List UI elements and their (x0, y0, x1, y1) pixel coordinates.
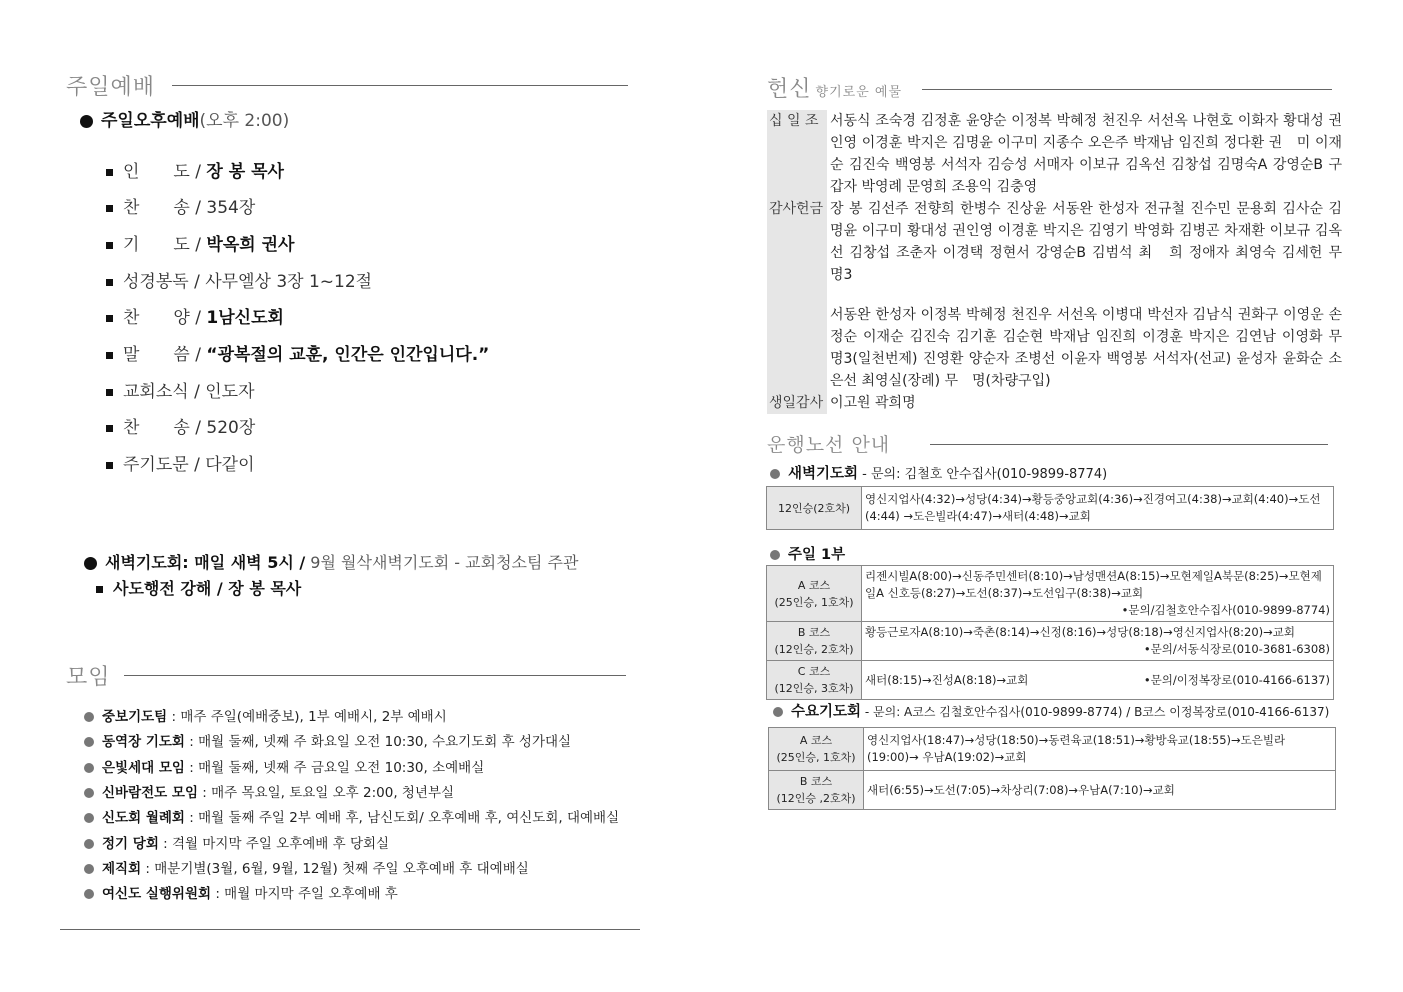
square-bullet-icon (106, 462, 113, 469)
order-value: 다같이 (205, 455, 255, 475)
order-label: 교회소식 (123, 382, 189, 402)
square-bullet-icon (106, 242, 113, 249)
order-value: 520장 (206, 418, 256, 438)
order-value: 사무엘상 3장 1~12절 (205, 272, 373, 292)
table-row (767, 566, 1334, 622)
meeting-name: 신도회 월례회 (102, 810, 185, 826)
dawn-prayer-sub (96, 576, 301, 599)
course-cell (862, 661, 1334, 700)
course-route: 영신지업사(18:47)→성당(18:50)→동련육교(18:51)→황방육교(18:55)→도은빌라(19:00)→ 우남A(19:02)→교회 (864, 728, 1336, 771)
course-vehicle: (25인승, 1호차) (774, 595, 854, 609)
bullet-dot-icon (84, 889, 94, 899)
thanks-names-1: 장 봉 김선주 전향희 한병수 진상윤 서동완 한성자 전규철 진수민 문용회 김사순 김명윤 이구미 황대성 권인영 이경훈 박지은 김영기 박영화 김병곤 차재환 이보규 김옥선 김창섭 조춘자 이경택 정현서 강영순B 김범석 최 희 정애자 최영숙 김세헌 무 명3 (830, 201, 1356, 283)
offering-section-title (767, 72, 902, 103)
dawn-sub-text: 사도행전 강해 / 장 봉 목사 (113, 579, 302, 598)
meeting-item (84, 806, 619, 826)
bullet-dot-icon (84, 813, 94, 823)
bus-section-title: 운행노선 안내 (767, 434, 891, 456)
square-bullet-icon (106, 205, 113, 212)
square-bullet-icon (106, 352, 113, 359)
course-label (767, 622, 862, 661)
thanks-names-2: 서동완 한성자 이정복 박혜정 천진우 서선옥 이병대 박선자 김남식 권화구 이영운 손정순 이재순 김진숙 김기훈 김순현 박재남 임진희 이경훈 박지은 김연남 이영화 무 명3(일천번제) 진영환 양순자 조병선 이윤자 백영봉 서석자(선교) 윤성자 윤화순 소은선 최영실(장례) 무 명(차량구입) (830, 307, 1356, 389)
bullet-dot-icon (84, 839, 94, 849)
course-name: A 코스 (799, 734, 833, 747)
meeting-name: 중보기도팀 (102, 709, 168, 725)
table-row (769, 728, 1336, 771)
meeting-item (84, 882, 398, 902)
course-route: 리젠시빌A(8:00)→신동주민센터(8:10)→남성맨션A(8:15)→모현제일A북문(8:25)→모현제일A 신호등(8:27)→도선(8:37)→도선입구(8:38)→교회 (865, 569, 1322, 600)
order-label: 찬 양 (123, 308, 190, 328)
bullet-dot-icon (80, 115, 93, 128)
course-name: B 코스 (799, 775, 833, 788)
course-label (767, 566, 862, 622)
meeting-item (84, 756, 484, 776)
worship-title-rule (172, 85, 628, 86)
dawn-bus-heading (770, 462, 1107, 483)
course-contact: •문의/김철호안수집사(010-9899-8774) (1121, 603, 1330, 617)
meeting-desc: : 매주 주일(예배중보), 1부 예배시, 2부 예배시 (167, 709, 447, 725)
course-contact: •문의/서동식장로(010-3681-6308) (1143, 642, 1330, 656)
table-row (767, 487, 1334, 530)
dawn-bus-label: 12인승(2호차) (767, 487, 862, 530)
bullet-dot-icon (84, 864, 94, 874)
course-cell (862, 566, 1334, 622)
table-row (767, 622, 1334, 661)
meeting-desc: : 격월 마지막 주일 오후예배 후 당회실 (158, 836, 390, 852)
offering-label-column (767, 110, 827, 392)
sunday-bus-table (766, 565, 1334, 700)
course-cell (862, 622, 1334, 661)
meeting-desc: : 매월 둘째, 넷째 주 화요일 오전 10:30, 수요기도회 후 성가대실 (184, 734, 572, 750)
course-name: A 코스 (797, 578, 831, 592)
meeting-desc: : 매월 둘째, 넷째 주 금요일 오전 10:30, 소예배실 (184, 760, 485, 776)
table-row (767, 661, 1334, 700)
meeting-item (84, 832, 389, 852)
order-item: 기 도 / 박옥희 권사 (106, 230, 294, 255)
meeting-name: 여신도 실행위원회 (102, 886, 212, 902)
dawn-bus-contact: - 문의: 김철호 안수집사(010-9899-8774) (858, 467, 1108, 482)
service-name: 주일오후예배 (101, 111, 200, 131)
sunday-bus-heading (770, 543, 845, 564)
square-bullet-icon (106, 425, 113, 432)
course-route: 새터(8:15)→진성A(8:18)→교회 (865, 672, 1029, 687)
order-item: 인 도 / 장 봉 목사 (106, 157, 284, 182)
square-bullet-icon (106, 315, 113, 322)
meeting-name: 동역장 기도회 (102, 734, 185, 750)
order-label: 성경봉독 (123, 272, 189, 292)
dawn-prayer-line (84, 550, 578, 573)
order-value: 박옥희 권사 (206, 235, 295, 255)
thanks-label: 감사헌금 (769, 201, 824, 217)
birthday-names: 이고원 곽희명 (830, 395, 916, 411)
course-vehicle: (12인승, 2호차) (774, 643, 854, 656)
order-item: 찬 양 / 1남신도회 (106, 303, 284, 328)
wed-bus-heading (773, 700, 1329, 721)
course-name: C 코스 (797, 665, 831, 678)
meeting-item (84, 781, 454, 801)
dawn-bus-table (766, 486, 1334, 530)
meeting-desc: : 매월 마지막 주일 오후예배 후 (211, 886, 398, 902)
bullet-dot-icon (84, 737, 94, 747)
worship-section-title: 주일예배 (66, 75, 156, 100)
course-label (769, 728, 864, 771)
service-time: (오후 2:00) (199, 111, 290, 131)
meeting-name: 은빛세대 모임 (102, 760, 185, 776)
order-value: 장 봉 목사 (206, 162, 284, 182)
course-vehicle: (12인승, 3호차) (774, 682, 854, 695)
tithe-names: 서동식 조숙경 김정훈 윤양순 이정복 박혜정 천진우 서선옥 나현호 이화자 황대성 권인영 이경훈 박지은 김명윤 이구미 지종수 오은주 박재남 임진희 정다환 권 미 이재순 김진숙 백영봉 서석자 김승성 서매자 이보규 김옥선 김창섭 김명숙A 강영순B 구갑자 박영례 문영희 조용익 김충영 (830, 113, 1342, 195)
left-bottom-rule (60, 929, 640, 930)
course-route: 황등근로자A(8:10)→죽촌(8:14)→신정(8:16)→성당(8:18)→영신지업사(8:20)→교회 (865, 625, 1295, 639)
meeting-item (84, 730, 571, 750)
table-row (769, 771, 1336, 810)
offering-title: 헌신 (767, 77, 812, 102)
order-item: 주기도문 / 다같이 (106, 450, 255, 475)
bullet-dot-icon (773, 707, 783, 717)
sunday-bus-title: 주일 1부 (788, 547, 846, 563)
meeting-name: 제직회 (102, 861, 142, 877)
order-item: 찬 송 / 520장 (106, 413, 255, 438)
order-label: 찬 송 (123, 198, 190, 218)
meetings-section-title: 모임 (66, 665, 111, 690)
wed-bus-table (768, 727, 1336, 810)
order-item: 교회소식 / 인도자 (106, 377, 255, 402)
meeting-item (84, 857, 529, 877)
dawn-bus-title: 새벽기도회 (788, 466, 859, 482)
order-item: 말 씀 / “광복절의 교훈, 인간은 인간입니다.” (106, 340, 489, 365)
order-label: 찬 송 (123, 418, 190, 438)
meeting-desc: : 매분기별(3월, 6월, 9월, 12월) 첫째 주일 오후예배 후 대예배실 (141, 861, 529, 877)
order-value: 354장 (206, 198, 256, 218)
order-label: 기 도 (123, 235, 190, 255)
bullet-dot-icon (84, 763, 94, 773)
order-item: 성경봉독 / 사무엘상 3장 1~12절 (106, 267, 372, 292)
course-contact: •문의/이정복장로(010-4166-6137) (1143, 672, 1330, 687)
square-bullet-icon (96, 586, 103, 593)
wed-bus-contact: - 문의: A코스 김철호안수집사(010-9899-8774) / B코스 이정복장로(010-4166-6137) (861, 705, 1330, 719)
course-vehicle: (12인승 ,2호차) (776, 792, 856, 805)
square-bullet-icon (106, 169, 113, 176)
service-heading (80, 106, 289, 131)
birthday-label: 생일감사 (767, 392, 827, 414)
dawn-prayer-bold: 새벽기도회: 매일 새벽 5시 / (105, 553, 306, 572)
meeting-desc: : 매월 둘째 주일 2부 예배 후, 남신도회/ 오후예배 후, 여신도회, 대예배실 (184, 810, 620, 826)
order-item: 찬 송 / 354장 (106, 193, 255, 218)
course-label (769, 771, 864, 810)
meeting-name: 정기 당회 (102, 836, 159, 852)
meeting-desc: : 매주 목요일, 토요일 오후 2:00, 청년부실 (198, 785, 455, 801)
order-value: 1남신도회 (206, 308, 284, 328)
offering-subtitle: 향기로운 예물 (815, 85, 902, 100)
bus-title-rule (930, 444, 1328, 445)
bullet-dot-icon (84, 557, 97, 570)
course-name: B 코스 (797, 626, 831, 639)
tithe-label: 십 일 조 (769, 113, 819, 129)
meetings-title-rule (124, 675, 626, 676)
order-label: 말 씀 (123, 345, 190, 365)
order-label: 인 도 (123, 162, 190, 182)
bullet-dot-icon (770, 469, 780, 479)
order-value: “광복절의 교훈, 인간은 인간입니다.” (206, 345, 490, 365)
bullet-dot-icon (84, 788, 94, 798)
dawn-prayer-rest: 9월 월삭새벽기도회 - 교회청소팀 주관 (305, 553, 579, 572)
square-bullet-icon (106, 279, 113, 286)
course-route: 새터(6:55)→도선(7:05)→차상리(7:08)→우남A(7:10)→교회 (864, 771, 1336, 810)
meeting-item (84, 705, 447, 725)
wed-bus-title: 수요기도회 (791, 704, 862, 720)
order-label: 주기도문 (123, 455, 189, 475)
square-bullet-icon (106, 389, 113, 396)
meeting-name: 신바람전도 모임 (102, 785, 198, 801)
course-label (767, 661, 862, 700)
bullet-dot-icon (770, 550, 780, 560)
bullet-dot-icon (84, 712, 94, 722)
course-vehicle: (25인승, 1호차) (776, 751, 856, 764)
offering-title-rule (922, 89, 1332, 90)
order-value: 인도자 (205, 382, 255, 402)
dawn-bus-route: 영신지업사(4:32)→성당(4:34)→황등중앙교회(4:36)→진경여고(4:38)→교회(4:40)→도선(4:44) →도은빌라(4:47)→새터(4:48)→교회 (862, 487, 1334, 530)
